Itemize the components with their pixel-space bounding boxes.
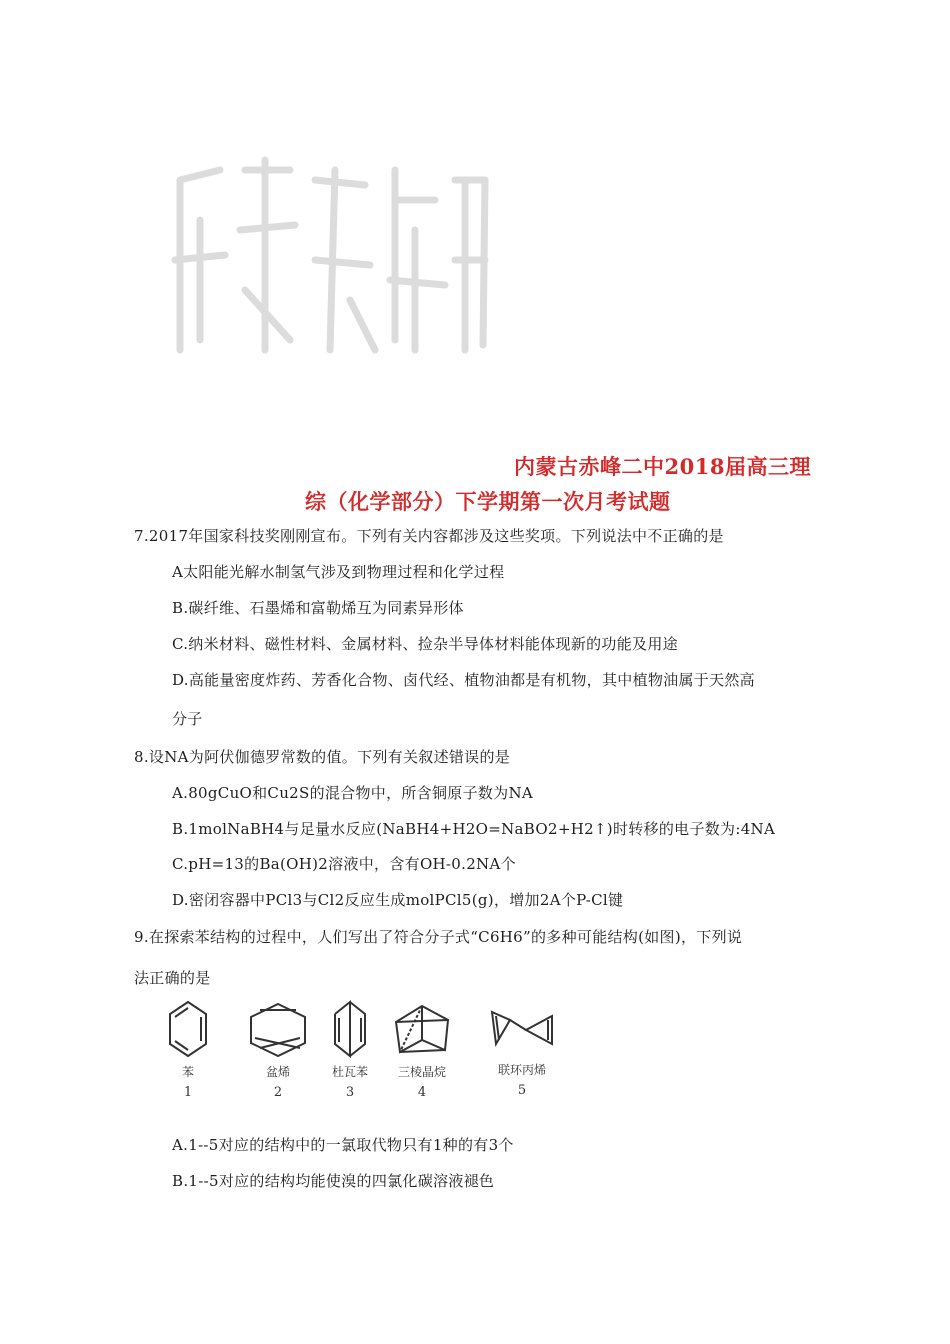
structure-1-label: 苯 (181, 1065, 195, 1079)
page-title-line2: 综（化学部分）下学期第一次月考试题 (305, 489, 671, 514)
structure-2-benzvalene (251, 1004, 305, 1056)
c6h6-structures-figure (160, 1000, 600, 1105)
q8-option-d: D.密闭容器中PCl3与Cl2反应生成molPCl5(g)，增加2A个P-Cl键 (172, 891, 624, 909)
q9-stem: 9.在探索苯结构的过程中，人们写出了符合分子式“C6H6”的多种可能结构(如图)，下列说 (134, 928, 743, 946)
watermark-logo (165, 140, 495, 370)
structure-1-benzene (170, 1002, 206, 1056)
structure-5-label: 联环丙烯 (497, 1063, 547, 1077)
q9-stem-cont: 法正确的是 (134, 969, 211, 987)
structure-3-label: 杜瓦苯 (331, 1065, 369, 1079)
q8-option-a: A.80gCuO和Cu2S的混合物中，所含铜原子数为NA (172, 784, 534, 802)
q7-option-d-cont: 分子 (172, 710, 203, 728)
structure-3-number: 3 (345, 1085, 355, 1100)
q9-option-a: A.1--5对应的结构中的一氯取代物只有1种的有3个 (172, 1136, 514, 1154)
structure-4-number: 4 (417, 1085, 427, 1100)
structure-5-bicyclopropenyl (492, 1012, 552, 1044)
q7-option-c: C.纳米材料、磁性材料、金属材料、捡杂半导体材料能体现新的功能及用途 (172, 635, 678, 653)
structure-3-dewar-benzene (335, 1002, 365, 1056)
structure-2-label: 盆烯 (265, 1065, 291, 1079)
structure-4-prismane (396, 1006, 448, 1052)
q8-option-b: B.1molNaBH4与足量水反应(NaBH4+H2O=NaBO2+H2↑)时转移的电子数为:4NA (172, 820, 776, 838)
structure-4-label: 三棱晶烷 (397, 1065, 447, 1079)
structure-1-number: 1 (183, 1085, 193, 1100)
structure-2-number: 2 (273, 1085, 283, 1100)
q7-option-a: A太阳能光解水制氢气涉及到物理过程和化学过程 (172, 563, 505, 581)
page-title-line1: 内蒙古赤峰二中2018届高三理 (514, 454, 811, 479)
q7-option-b: B.碳纤维、石墨烯和富勒烯互为同素异形体 (172, 599, 464, 617)
q7-option-d: D.高能量密度炸药、芳香化合物、卤代经、植物油都是有机物，其中植物油属于天然高 (172, 671, 755, 689)
structure-5-number: 5 (517, 1083, 527, 1098)
q9-option-b: B.1--5对应的结构均能使溴的四氯化碳溶液褪色 (172, 1172, 495, 1190)
q8-stem: 8.设NA为阿伏伽德罗常数的值。下列有关叙述错误的是 (134, 748, 511, 766)
q7-stem: 7.2017年国家科技奖刚刚宣布。下列有关内容都涉及这些奖项。下列说法中不正确的是 (134, 527, 724, 545)
q8-option-c: C.pH=13的Ba(OH)2溶液中，含有OH-0.2NA个 (172, 855, 516, 873)
